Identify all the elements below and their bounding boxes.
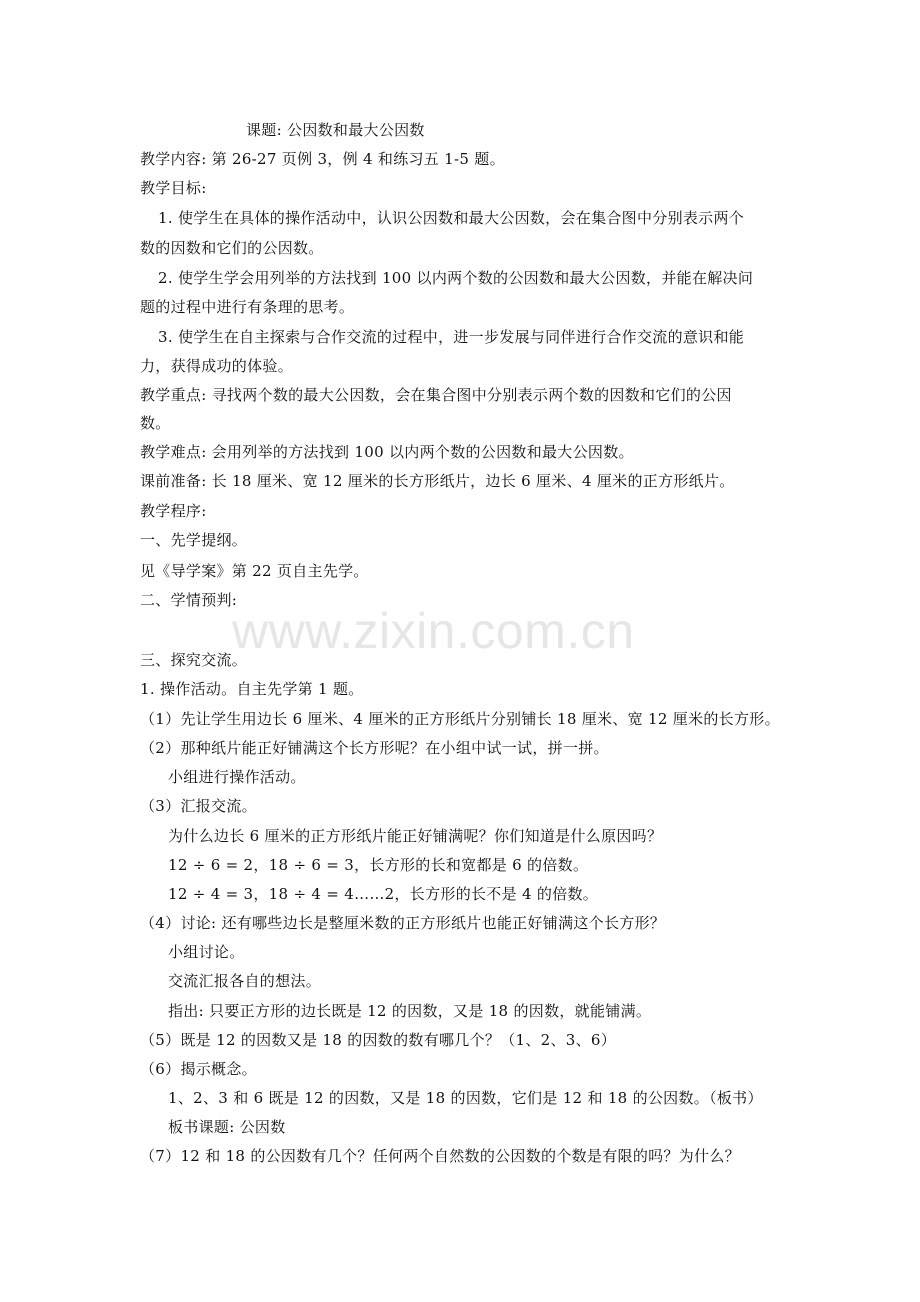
procedure-heading: 教学程序:: [140, 502, 207, 520]
step-2: （2）那种纸片能正好铺满这个长方形呢？在小组中试一试，拼一拼。: [140, 739, 609, 757]
key-point-line-1: 教学重点: 寻找两个数的最大公因数，会在集合图中分别表示两个数的因数和它们的公因: [140, 386, 732, 404]
step-4: （4）讨论: 还有哪些边长是整厘米数的正方形纸片也能正好铺满这个长方形？: [140, 914, 666, 932]
step-6-b: 板书课题: 公因数: [168, 1118, 286, 1136]
lesson-title: 课题: 公因数和最大公因数: [246, 121, 425, 139]
step-2-note: 小组进行操作活动。: [168, 768, 306, 786]
preparation: 课前准备: 长 18 厘米、宽 12 厘米的长方形纸片，边长 6 厘米、4 厘米的正方形纸片。: [140, 472, 735, 490]
step-3-calc-1: 12 ÷ 6 = 2，18 ÷ 6 = 3，长方形的长和宽都是 6 的倍数。: [168, 856, 589, 874]
step-7: （7）12 和 18 的公因数有几个？任何两个自然数的公因数的个数是有限的吗？为什么？: [140, 1147, 740, 1165]
section-1-heading: 一、先学提纲。: [140, 531, 248, 549]
step-4-a: 小组讨论。: [168, 943, 245, 961]
objective-2-line-1: 2. 使学生学会用列举的方法找到 100 以内两个数的公因数和最大公因数，并能在解决问: [158, 269, 754, 287]
difficulty: 教学难点: 会用列举的方法找到 100 以内两个数的公因数和最大公因数。: [140, 443, 634, 461]
step-3-question: 为什么边长 6 厘米的正方形纸片能正好铺满呢？你们知道是什么原因吗？: [168, 827, 663, 845]
section-2-heading: 二、学情预判:: [140, 591, 238, 609]
objective-1-line-2: 数的因数和它们的公因数。: [140, 239, 324, 257]
objective-3-line-2: 力，获得成功的体验。: [140, 357, 294, 375]
objective-3-line-1: 3. 使学生在自主探索与合作交流的过程中，进一步发展与同伴进行合作交流的意识和能: [158, 328, 745, 346]
section-3-heading: 三、探究交流。: [140, 651, 248, 669]
step-4-b: 交流汇报各自的想法。: [168, 972, 322, 990]
objective-1-line-1: 1. 使学生在具体的操作活动中，认识公因数和最大公因数，会在集合图中分别表示两个: [158, 209, 745, 227]
objective-2-line-2: 题的过程中进行有条理的思考。: [140, 298, 355, 316]
watermark: www.zixin.com.cn: [232, 603, 635, 659]
step-3: （3）汇报交流。: [140, 797, 257, 815]
step-1: （1）先让学生用边长 6 厘米、4 厘米的正方形纸片分别铺长 18 厘米、宽 12 厘米的长方形。: [140, 710, 780, 728]
step-5: （5）既是 12 的因数又是 18 的因数的数有哪几个？（1、2、3、6）: [140, 1031, 617, 1049]
step-3-calc-2: 12 ÷ 4 = 3，18 ÷ 4 = 4……2，长方形的长不是 4 的倍数。: [168, 885, 599, 903]
step-6-a: 1、2、3 和 6 既是 12 的因数，又是 18 的因数，它们是 12 和 18 的公因数。（板书）: [168, 1089, 763, 1107]
step-4-c: 指出: 只要正方形的边长既是 12 的因数，又是 18 的因数，就能铺满。: [168, 1002, 652, 1020]
item-1: 1. 操作活动。自主先学第 1 题。: [140, 680, 364, 698]
section-1-text: 见《导学案》第 22 页自主先学。: [140, 562, 369, 580]
objectives-heading: 教学目标:: [140, 179, 207, 197]
key-point-line-2: 数。: [140, 414, 171, 432]
step-6: （6）揭示概念。: [140, 1060, 257, 1078]
teaching-content: 教学内容: 第 26-27 页例 3，例 4 和练习五 1-5 题。: [140, 150, 505, 168]
